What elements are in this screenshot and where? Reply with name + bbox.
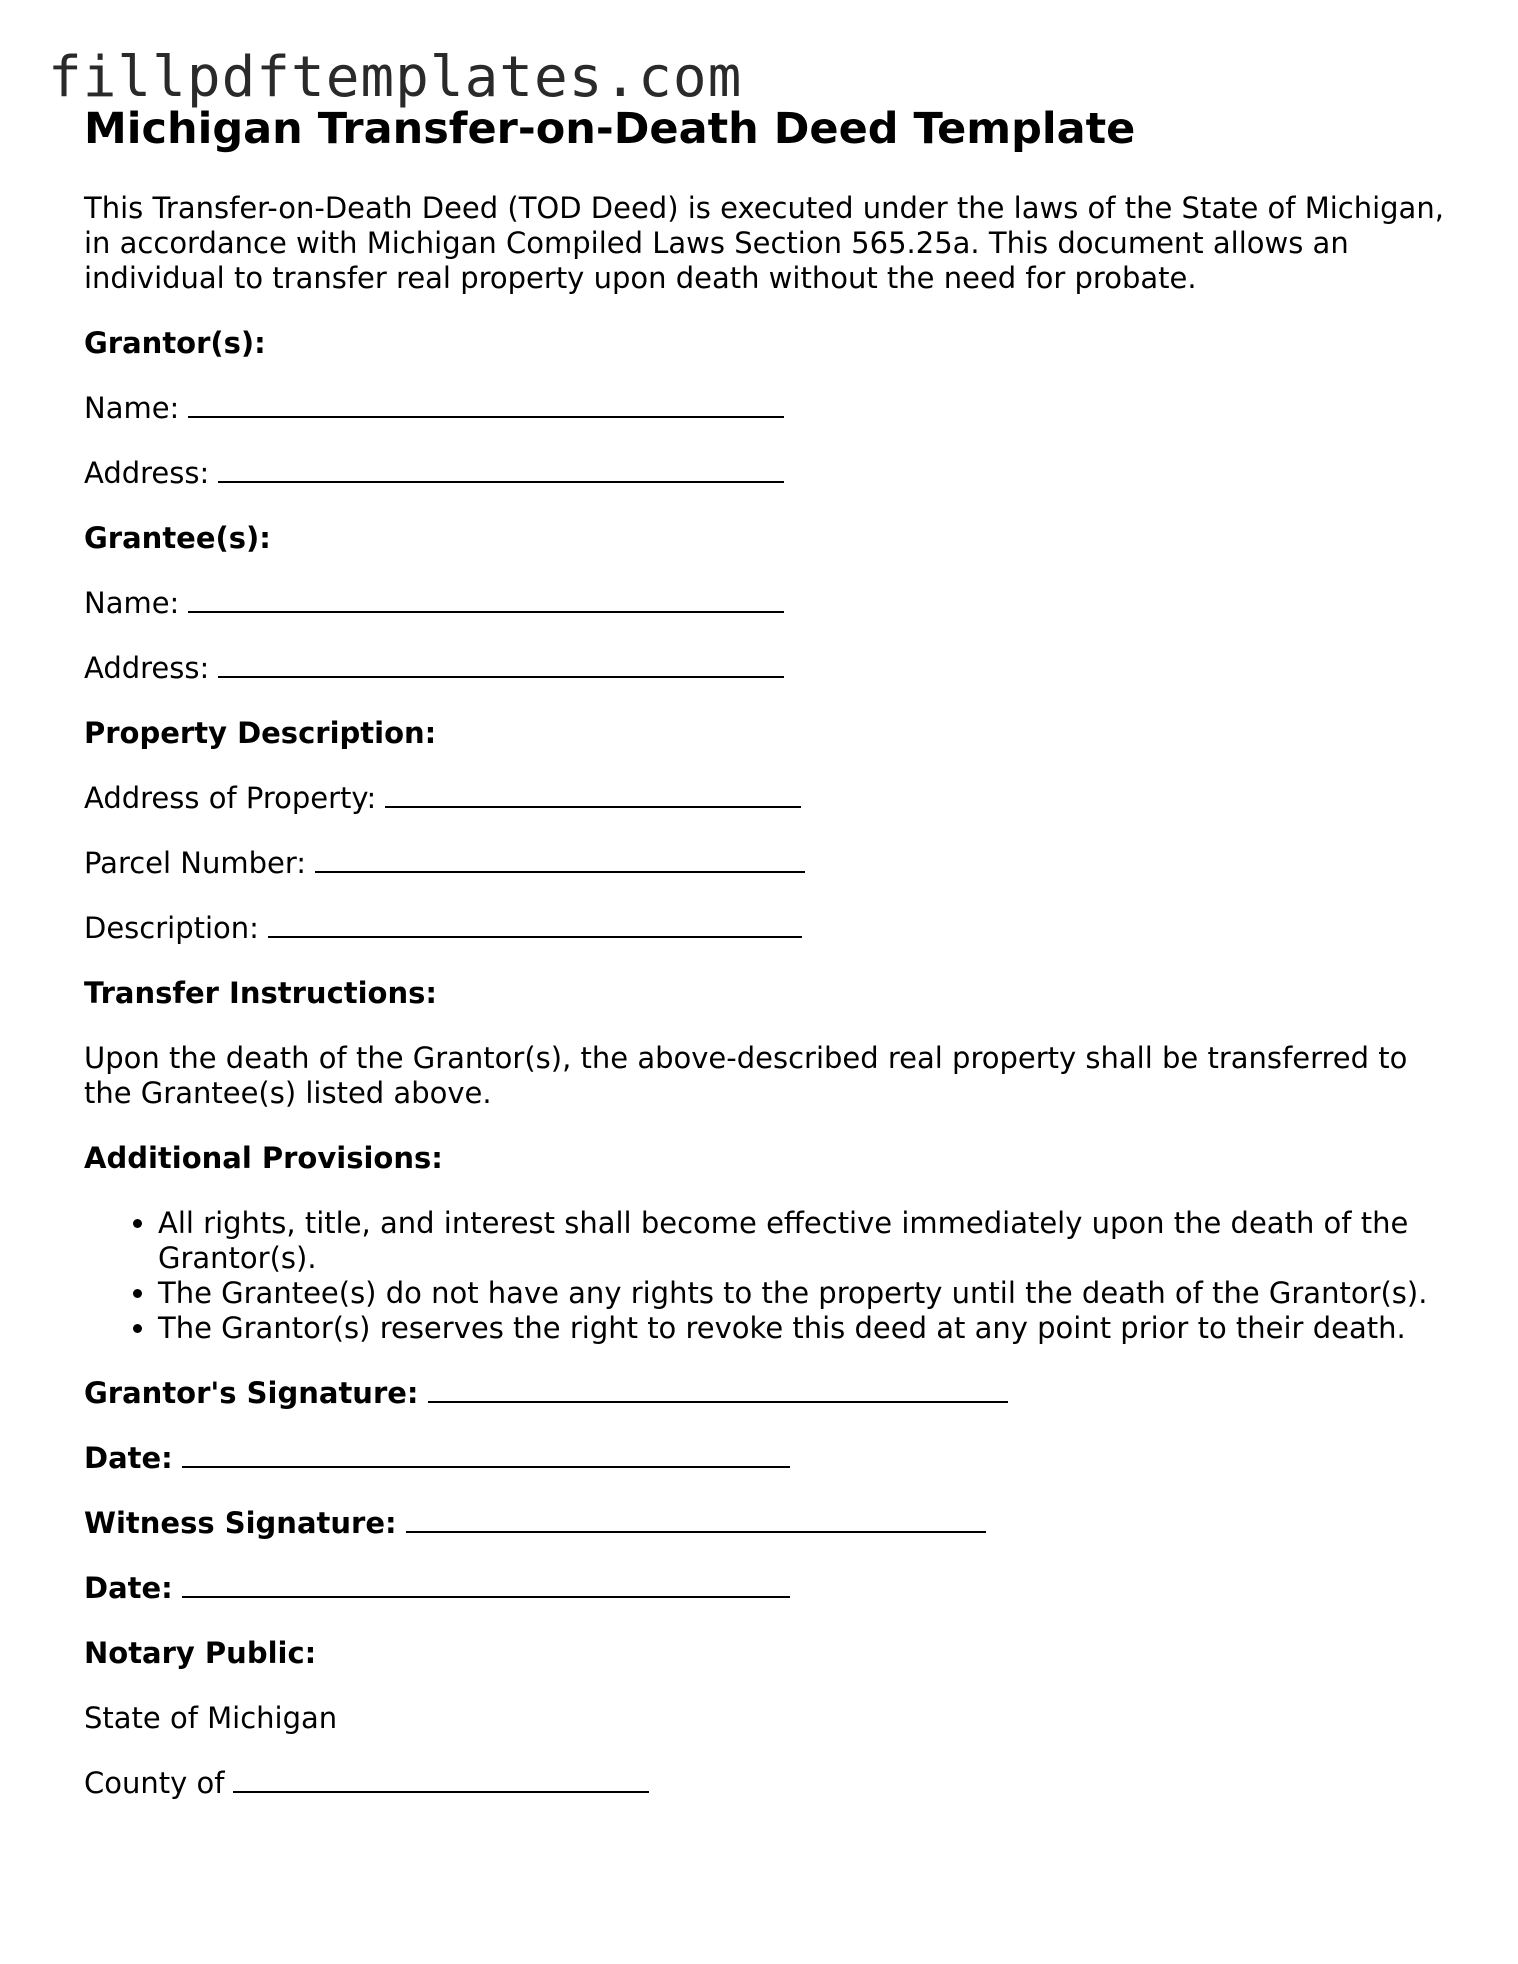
- date-blank-2[interactable]: [182, 1574, 790, 1598]
- grantee-address-field: [84, 651, 1444, 686]
- grantee-address-blank[interactable]: [218, 654, 784, 678]
- grantee-heading: Grantee(s):: [84, 521, 271, 555]
- description-label: Description:: [84, 911, 259, 945]
- notary-state: State of Michigan: [84, 1701, 338, 1735]
- county-blank[interactable]: [233, 1769, 649, 1793]
- county-field: [84, 1766, 1444, 1801]
- description-field: [84, 911, 1444, 946]
- parcel-number-label: Parcel Number:: [84, 846, 307, 880]
- list-item: • The Grantor(s) reserves the right to revoke this deed at any point prior to their death.: [158, 1311, 1444, 1346]
- grantor-address-blank[interactable]: [218, 459, 784, 483]
- intro-paragraph: This Transfer-on-Death Deed (TOD Deed) is executed under the laws of the State of Michigan, in accordance with Michigan Compiled Laws Section 565.25a. This document allows an individual to transfer real property upon death without the need for probate.: [84, 191, 1444, 295]
- list-item: • The Grantee(s) do not have any rights to the property until the death of the Grantor(s).: [158, 1276, 1444, 1311]
- description-blank[interactable]: [268, 914, 802, 938]
- document-title: Michigan Transfer-on-Death Deed Template: [84, 104, 1136, 154]
- grantor-address-label: Address:: [84, 456, 210, 490]
- grantor-name-field: [84, 391, 1444, 426]
- grantor-signature-label: Grantor's Signature:: [84, 1376, 419, 1410]
- grantor-heading: Grantor(s):: [84, 326, 266, 360]
- notary-heading: Notary Public:: [84, 1636, 317, 1670]
- property-address-blank[interactable]: [385, 784, 801, 808]
- grantor-signature-blank[interactable]: [428, 1379, 1008, 1403]
- date-field-2: [84, 1571, 1444, 1606]
- date-blank-1[interactable]: [182, 1444, 790, 1468]
- transfer-heading: Transfer Instructions:: [84, 976, 437, 1010]
- document-page: [84, 102, 1444, 1801]
- witness-signature-blank[interactable]: [406, 1509, 986, 1533]
- grantee-name-field: [84, 586, 1444, 621]
- property-heading: Property Description:: [84, 716, 437, 750]
- grantee-address-label: Address:: [84, 651, 210, 685]
- witness-signature-field: [84, 1506, 1444, 1541]
- provisions-heading: Additional Provisions:: [84, 1141, 443, 1175]
- grantor-signature-field: [84, 1376, 1444, 1411]
- grantee-name-label: Name:: [84, 586, 180, 620]
- grantor-name-label: Name:: [84, 391, 180, 425]
- date-label-2: Date:: [84, 1571, 173, 1605]
- date-label-1: Date:: [84, 1441, 173, 1475]
- list-item: • All rights, title, and interest shall become effective immediately upon the death of the Grantor(s).: [158, 1206, 1444, 1276]
- transfer-text: Upon the death of the Grantor(s), the above-described real property shall be transferred to the Grantee(s) listed above.: [84, 1041, 1408, 1110]
- property-address-field: [84, 781, 1444, 816]
- watermark-text: fillpdftemplates.com: [48, 45, 743, 110]
- grantor-name-blank[interactable]: [188, 394, 784, 418]
- parcel-number-field: [84, 846, 1444, 881]
- parcel-number-blank[interactable]: [315, 849, 805, 873]
- grantee-name-blank[interactable]: [188, 589, 784, 613]
- provisions-list: [84, 1206, 1444, 1346]
- county-label: County of: [84, 1766, 225, 1800]
- grantor-address-field: [84, 456, 1444, 491]
- witness-signature-label: Witness Signature:: [84, 1506, 397, 1540]
- property-address-label: Address of Property:: [84, 781, 377, 815]
- date-field-1: [84, 1441, 1444, 1476]
